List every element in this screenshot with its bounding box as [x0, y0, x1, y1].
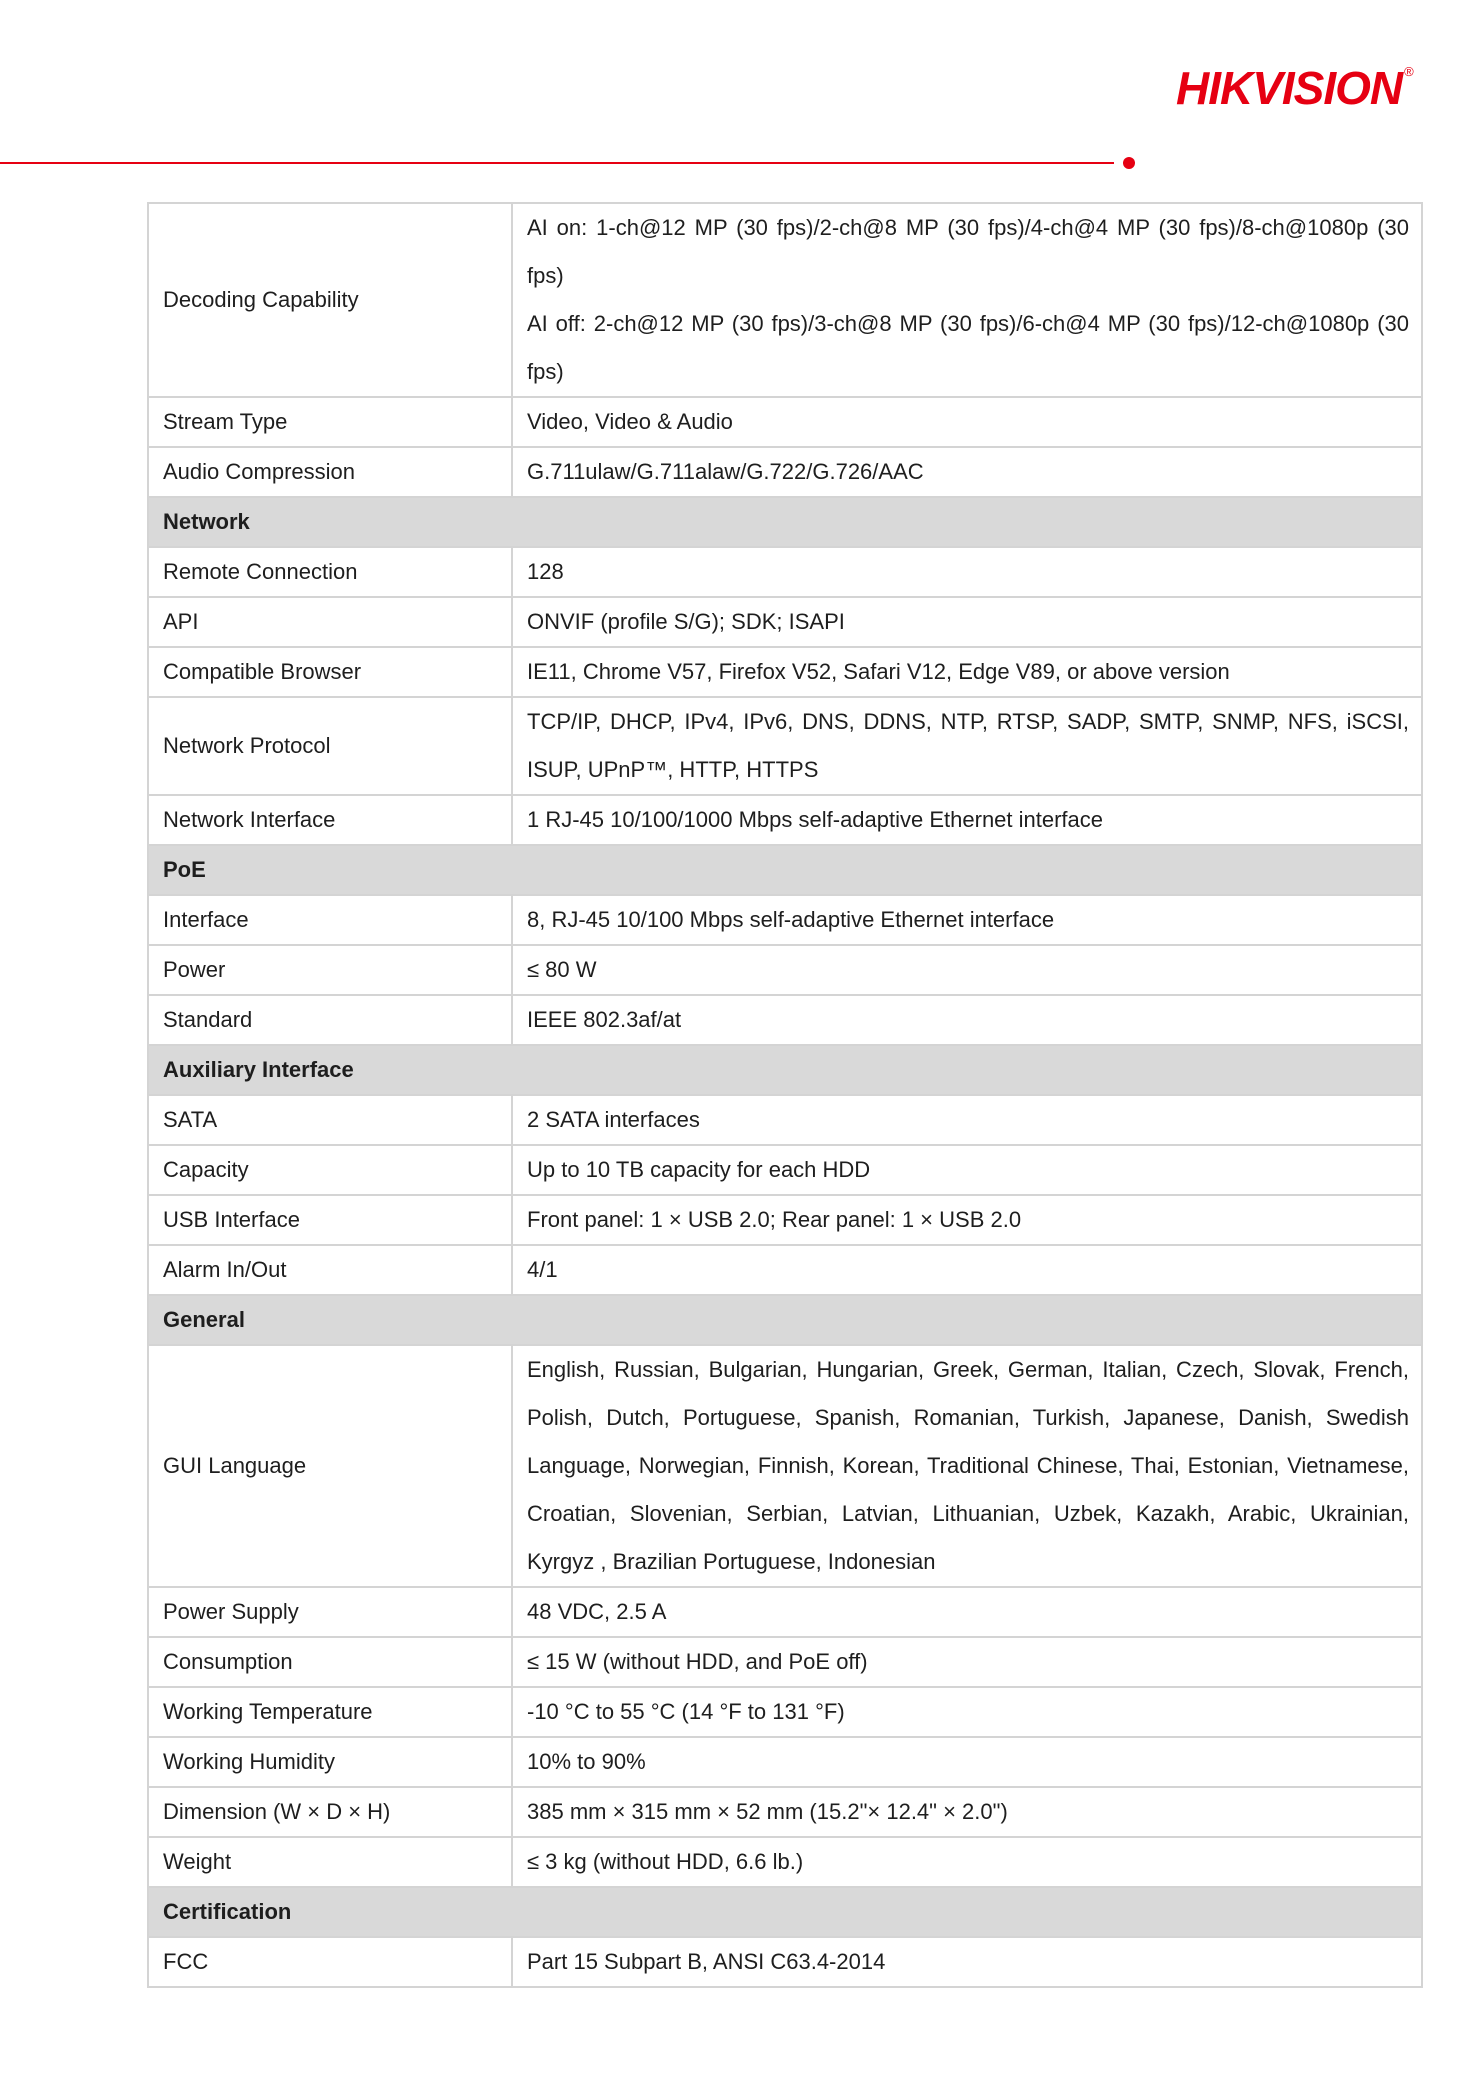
spec-label: Network Interface [148, 795, 512, 845]
spec-value [512, 203, 1422, 397]
spec-label: Network Protocol [148, 697, 512, 795]
spec-row-poe-power [148, 945, 1422, 995]
logo-text: HIKVISION [1176, 62, 1403, 114]
spec-value-ai-on: AI on: 1-ch@12 MP (30 fps)/2-ch@8 MP (30 fps)/4-ch@4 MP (30 fps)/8-ch@1080p (30 fps) [527, 215, 1409, 288]
spec-label: FCC [148, 1937, 512, 1987]
hikvision-logo [1176, 62, 1413, 114]
spec-row-sata [148, 1095, 1422, 1145]
spec-row-remote-connection [148, 547, 1422, 597]
spec-row-network-protocol [148, 697, 1422, 795]
header-divider-dot [1123, 157, 1135, 169]
spec-value: 4/1 [512, 1245, 1422, 1295]
spec-row-api [148, 597, 1422, 647]
spec-label: USB Interface [148, 1195, 512, 1245]
spec-row-working-temperature [148, 1687, 1422, 1737]
spec-row-capacity [148, 1145, 1422, 1195]
spec-row-audio-compression [148, 447, 1422, 497]
spec-row-network-interface [148, 795, 1422, 845]
section-header-network [148, 497, 1422, 547]
spec-value: 8, RJ-45 10/100 Mbps self-adaptive Ethernet interface [512, 895, 1422, 945]
spec-label: Compatible Browser [148, 647, 512, 697]
spec-row-usb-interface [148, 1195, 1422, 1245]
spec-value: Front panel: 1 × USB 2.0; Rear panel: 1 × USB 2.0 [512, 1195, 1422, 1245]
spec-value: 10% to 90% [512, 1737, 1422, 1787]
spec-label: Power Supply [148, 1587, 512, 1637]
spec-label: Capacity [148, 1145, 512, 1195]
spec-value: IE11, Chrome V57, Firefox V52, Safari V12, Edge V89, or above version [512, 647, 1422, 697]
spec-row-decoding-capability [148, 203, 1422, 397]
spec-row-dimension [148, 1787, 1422, 1837]
section-title: PoE [148, 845, 1422, 895]
spec-value: 48 VDC, 2.5 A [512, 1587, 1422, 1637]
spec-value: English, Russian, Bulgarian, Hungarian, Greek, German, Italian, Czech, Slovak, French, Polish, Dutch, Portuguese, Spanish, Romanian, Turkish, Japanese, Danish, Swedish Language, Norwegian, Finnish, Korean, Traditional Chinese, Thai, Estonian, Vietnamese, Croatian, Slovenian, Serbian, Latvian, Lithuanian, Uzbek, Kazakh, Arabic, Ukrainian, Kyrgyz , Brazilian Portuguese, Indonesian [512, 1345, 1422, 1587]
section-title: Certification [148, 1887, 1422, 1937]
spec-row-alarm-in-out [148, 1245, 1422, 1295]
spec-value: TCP/IP, DHCP, IPv4, IPv6, DNS, DDNS, NTP, RTSP, SADP, SMTP, SNMP, NFS, iSCSI, ISUP, UPnP™, HTTP, HTTPS [512, 697, 1422, 795]
spec-row-weight [148, 1837, 1422, 1887]
spec-label: GUI Language [148, 1345, 512, 1587]
spec-label: SATA [148, 1095, 512, 1145]
section-header-auxiliary-interface [148, 1045, 1422, 1095]
spec-value: IEEE 802.3af/at [512, 995, 1422, 1045]
spec-row-compatible-browser [148, 647, 1422, 697]
spec-label: Working Temperature [148, 1687, 512, 1737]
spec-label: Interface [148, 895, 512, 945]
spec-row-poe-standard [148, 995, 1422, 1045]
spec-row-poe-interface [148, 895, 1422, 945]
specification-table [147, 202, 1423, 1988]
spec-label: Audio Compression [148, 447, 512, 497]
section-title: Auxiliary Interface [148, 1045, 1422, 1095]
spec-value: ≤ 15 W (without HDD, and PoE off) [512, 1637, 1422, 1687]
spec-row-stream-type [148, 397, 1422, 447]
spec-value-ai-off: AI off: 2-ch@12 MP (30 fps)/3-ch@8 MP (30 fps)/6-ch@4 MP (30 fps)/12-ch@1080p (30 fps) [527, 311, 1409, 384]
spec-row-working-humidity [148, 1737, 1422, 1787]
spec-label: Working Humidity [148, 1737, 512, 1787]
spec-row-consumption [148, 1637, 1422, 1687]
spec-value: Up to 10 TB capacity for each HDD [512, 1145, 1422, 1195]
spec-value: Video, Video & Audio [512, 397, 1422, 447]
spec-label: Power [148, 945, 512, 995]
spec-value: -10 °C to 55 °C (14 °F to 131 °F) [512, 1687, 1422, 1737]
spec-value: 2 SATA interfaces [512, 1095, 1422, 1145]
spec-value: 385 mm × 315 mm × 52 mm (15.2"× 12.4" × 2.0") [512, 1787, 1422, 1837]
spec-label: Remote Connection [148, 547, 512, 597]
spec-value: 1 RJ-45 10/100/1000 Mbps self-adaptive Ethernet interface [512, 795, 1422, 845]
spec-label: Weight [148, 1837, 512, 1887]
spec-row-fcc [148, 1937, 1422, 1987]
spec-label: Stream Type [148, 397, 512, 447]
spec-label: Standard [148, 995, 512, 1045]
section-header-poe [148, 845, 1422, 895]
spec-value: Part 15 Subpart B, ANSI C63.4-2014 [512, 1937, 1422, 1987]
spec-label: Decoding Capability [148, 203, 512, 397]
spec-value: G.711ulaw/G.711alaw/G.722/G.726/AAC [512, 447, 1422, 497]
spec-row-gui-language [148, 1345, 1422, 1587]
spec-label: Alarm In/Out [148, 1245, 512, 1295]
spec-value: ≤ 3 kg (without HDD, 6.6 lb.) [512, 1837, 1422, 1887]
spec-value: ONVIF (profile S/G); SDK; ISAPI [512, 597, 1422, 647]
spec-label: API [148, 597, 512, 647]
section-title: General [148, 1295, 1422, 1345]
section-title: Network [148, 497, 1422, 547]
spec-value: ≤ 80 W [512, 945, 1422, 995]
section-header-general [148, 1295, 1422, 1345]
registered-mark: ® [1404, 64, 1413, 79]
spec-row-power-supply [148, 1587, 1422, 1637]
spec-label: Consumption [148, 1637, 512, 1687]
spec-value: 128 [512, 547, 1422, 597]
header-divider-line [0, 162, 1114, 164]
section-header-certification [148, 1887, 1422, 1937]
spec-label: Dimension (W × D × H) [148, 1787, 512, 1837]
